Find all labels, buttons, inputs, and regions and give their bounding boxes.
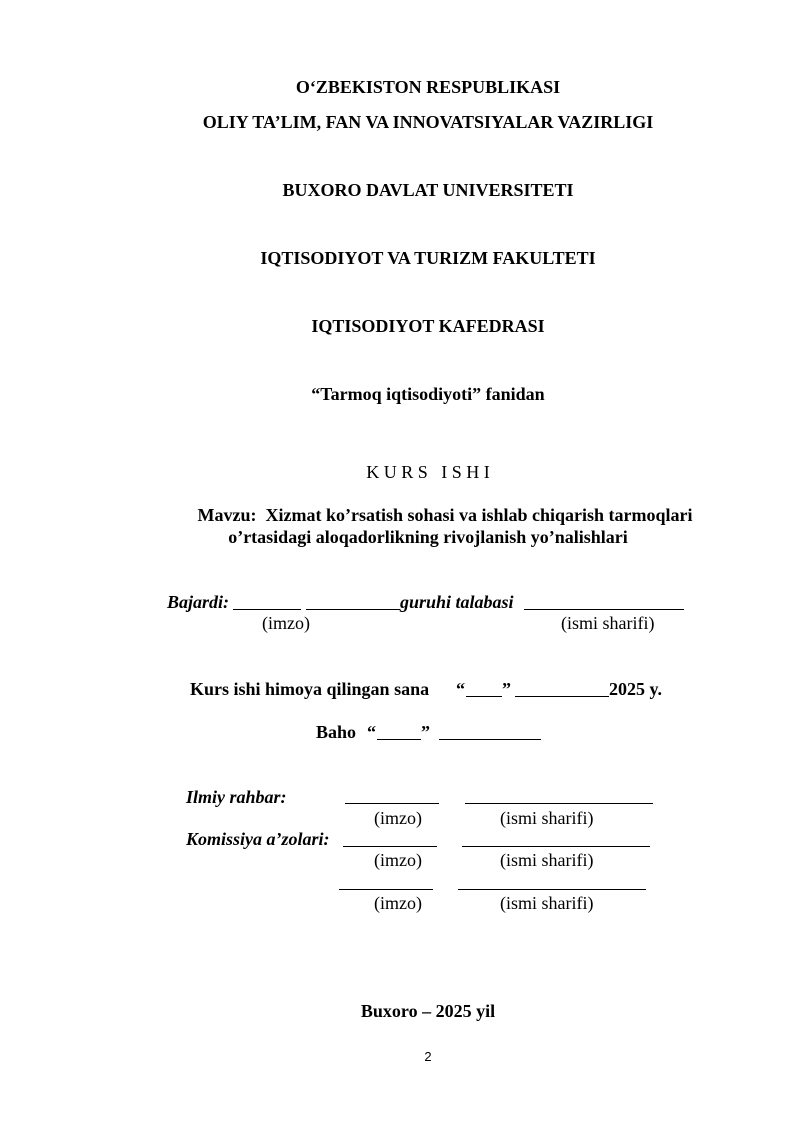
faculty-name: IQTISODIYOT VA TURIZM FAKULTETI (260, 248, 596, 268)
grade-label: Baho (316, 722, 357, 742)
grade-score-line (377, 739, 421, 740)
topic-line-1 (0, 505, 800, 526)
defense-open-quote: “ (456, 679, 465, 699)
header-ministry: OLIY TA’LIM, FAN VA INNOVATSIYALAR VAZIRLIGI (202, 112, 654, 132)
topic-text-2: o’rtasidagi aloqadorlikning rivojlanish yo’nalishlari (228, 527, 628, 547)
grade-open-quote: “ (367, 722, 376, 742)
commission-1-signature-line (343, 846, 437, 847)
performer-name-line (524, 609, 684, 610)
defense-close-quote: ” (502, 679, 511, 699)
performer-group-line (306, 609, 400, 610)
performer-label: Bajardi: (167, 592, 230, 612)
performer-signature-line (233, 609, 301, 610)
grade-close-quote: ” (421, 722, 430, 742)
supervisor-name-caption: (ismi sharifi) (500, 808, 594, 828)
group-label: guruhi talabasi (400, 592, 514, 612)
commission-1-name-caption: (ismi sharifi) (500, 850, 594, 870)
supervisor-name-line (465, 803, 653, 804)
supervisor-label: Ilmiy rahbar: (186, 787, 287, 807)
supervisor-signature-caption: (imzo) (374, 808, 422, 828)
commission-2-name-line (458, 889, 646, 890)
defense-label: Kurs ishi himoya qilingan sana (190, 679, 430, 699)
topic-label: Mavzu: (197, 505, 257, 525)
defense-month-line (515, 696, 609, 697)
performer-name-caption: (ismi sharifi) (561, 613, 655, 633)
city-year: Buxoro – 2025 yil (360, 1001, 496, 1021)
work-type-title: K U R S I S H I (366, 462, 490, 482)
commission-1-name-line (462, 846, 650, 847)
subject-title: “Tarmoq iqtisodiyoti” fanidan (311, 384, 545, 404)
department-name: IQTISODIYOT KAFEDRASI (311, 316, 545, 336)
grade-words-line (439, 739, 541, 740)
commission-label: Komissiya a’zolari: (186, 829, 330, 849)
defense-day-line (466, 696, 502, 697)
header-country: O‘ZBEKISTON RESPUBLIKASI (295, 77, 561, 97)
commission-1-signature-caption: (imzo) (374, 850, 422, 870)
commission-2-name-caption: (ismi sharifi) (500, 893, 594, 913)
supervisor-signature-line (345, 803, 439, 804)
topic-text-1: Xizmat ko’rsatish sohasi va ishlab chiqarish tarmoqlari (265, 505, 693, 525)
commission-2-signature-line (339, 889, 433, 890)
university-name: BUXORO DAVLAT UNIVERSITETI (282, 180, 574, 200)
commission-2-signature-caption: (imzo) (374, 893, 422, 913)
defense-year: 2025 y. (609, 679, 663, 699)
performer-signature-caption: (imzo) (262, 613, 310, 633)
page-number: 2 (424, 1049, 432, 1064)
